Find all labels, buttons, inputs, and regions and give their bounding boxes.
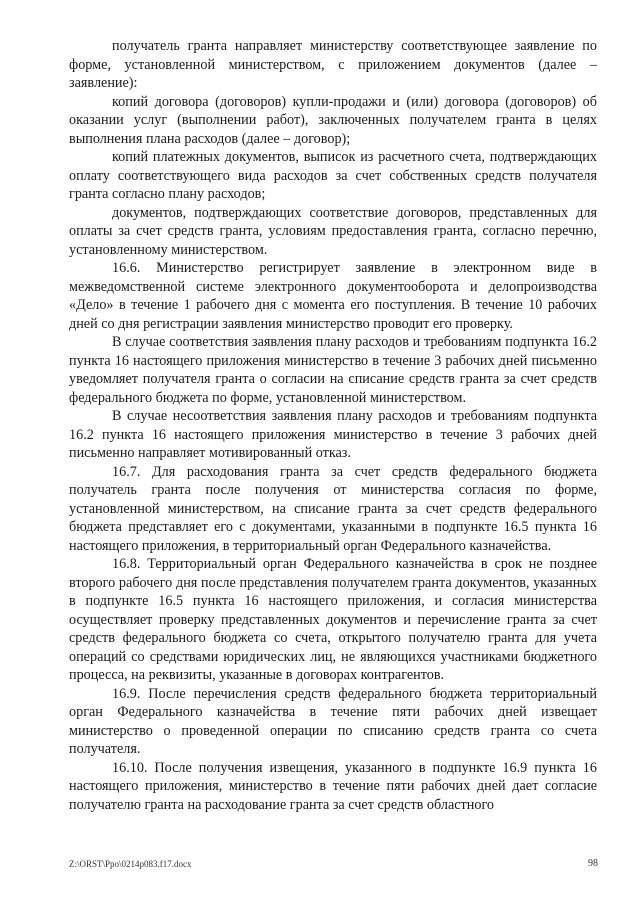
paragraph-application-intro: получатель гранта направляет министерству соответствующее заявление по форме, установленной министерством, с приложением документов (далее – заявление): (69, 38, 597, 91)
paragraph-16-8: 16.8. Территориальный орган Федерального казначейства в срок не позднее второго рабочего дня после представления получателем гранта документов, указанных в подпункте 16.5 пункта 16 настоящего приложения, и согласия министерства осуществляет проверку представленных документов и перечисление гранта за счет средств федерального бюджета со счета, открытого получателю гранта для учета операций со средствами юридических лиц, не являющихся участниками бюджетного процесса, на реквизиты, указанные в договорах контрагентов. (69, 556, 597, 683)
paragraph-conformity-documents: документов, подтверждающих соответствие договоров, представленных для оплаты за счет средств гранта, условиям предоставления гранта, согласно перечню, установленному министерством. (69, 204, 597, 258)
paragraph-noncompliance-case: В случае несоответствия заявления плану расходов и требованиям подпункта 16.2 пункта 16 настоящего приложения министерство в течение 3 рабочих дней письменно направляет мотивированный отказ. (69, 408, 597, 461)
paragraph-16-6: 16.6. Министерство регистрирует заявление в электронном виде в межведомственной системе электронного документооборота и делопроизводства «Дело» в течение 1 рабочего дня с момента его поступления. В течение 10 рабочих дней со дня регистрации заявления министерство проводит его проверку. (69, 260, 597, 332)
paragraph-16-10: 16.10. После получения извещения, указанного в подпункте 16.9 пункта 16 настоящего приложения, министерство в течение пяти рабочих дней дает согласие получателю гранта на расходование гранта за счет средств областного (69, 759, 597, 813)
page-number: 98 (588, 858, 598, 869)
paragraph-contract-copies: копий договора (договоров) купли-продажи и (или) договора (договоров) об оказании услуг (выполнении работ), заключенных получателем гранта в целях выполнения плана расходов (далее – договор); (69, 93, 597, 147)
document-body (69, 37, 597, 814)
paragraph-compliance-case: В случае соответствия заявления плану расходов и требованиям подпункта 16.2 пункта 16 настоящего приложения министерство в течение 3 рабочих дней письменно уведомляет получателя гранта о согласии на списание средств гранта за счет средств федерального бюджета по форме, установленной министерством. (69, 334, 597, 406)
paragraph-16-7: 16.7. Для расходования гранта за счет средств федерального бюджета получатель гранта после получения от министерства согласия по форме, установленной министерством, на списание гранта за счет средств федерального бюджета представляет его с документами, указанными в подпункте 16.5 пункта 16 настоящего приложения, в территориальный орган Федерального казначейства. (69, 463, 597, 554)
paragraph-payment-copies: копий платежных документов, выписок из расчетного счета, подтверждающих оплату соответствующего вида расходов за счет собственных средств получателя гранта согласно плану расходов; (69, 149, 597, 202)
paragraph-16-9: 16.9. После перечисления средств федерального бюджета территориальный орган Федерального казначейства в течение пяти рабочих дней извещает министерство о проведенной операции по списанию средств гранта со счета получателя. (69, 685, 597, 757)
footer-file-path: Z:\ORST\Ppo\0214p083.f17.docx (69, 859, 192, 869)
